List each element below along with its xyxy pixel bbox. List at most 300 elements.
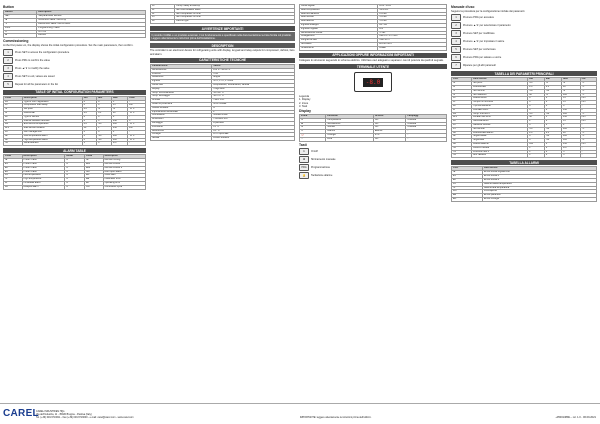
terminal-key-description: Sbrinamento manuale [311,157,336,161]
spec-continued-cell: max 10 m [378,39,447,43]
icons-cell: richiesta [406,122,447,126]
spec-cell: Grado di protezione [151,103,212,107]
alarm-cell: E1 [4,163,23,167]
initial-config-cell: - [128,115,146,119]
manual-intro: Seguire la procedura per la configurazione iniziale dei parametri. [451,10,526,13]
main-params-cell: 4.0 [528,82,545,86]
alarm-cell: A [65,174,85,178]
spec-continued-cell: DO1...DO4 [378,5,447,9]
alarm-it-cell: Porta aperta [482,190,596,194]
alarm-cell: dF [85,159,104,163]
spec-continued-cell: cavi 0.5...2.5 mm² [378,35,447,39]
display-value: -8.0 [363,78,383,87]
main-params-cell: dP1 [452,116,472,120]
initial-config-header-cell: Min [97,96,112,100]
initial-config-cell: AH [4,138,23,142]
applications-title: APPLICAZIONI OPPURE INFORMAZIONI IMPORTANTI [299,53,447,58]
commissioning-text: At the first power-on, the display shows the initial configuration procedure. Set the main parameters, then confirm. [3,44,134,48]
icons-cell: ON [373,137,406,141]
alarm-header-cell: Description [22,155,65,159]
manual-step-key: 1 [451,14,461,21]
initial-config-cell: 4.0 [82,123,96,127]
main-params-cell: rd [452,86,472,90]
initial-config-cell: 240 [111,119,127,123]
spec-cell: 2 [212,110,295,114]
spec-continued-cell: Relè compressore [300,8,378,12]
commissioning-step-description: Press SET to access the configuration procedure [15,50,70,54]
footer-address-line-2: Via dell'Industria, 11 - 35020 Brugine - Padova (Italy) [36,413,92,416]
main-params-cell: - [580,105,596,109]
footer-address-line-1: CAREL INDUSTRIES HQs [36,410,65,413]
main-params-cell: 0.1 [544,131,561,135]
spec-cell: Precisione [151,125,212,129]
main-params-row [452,154,597,158]
alarm-cell: A [65,170,85,174]
main-params-cell: 4.0 [528,112,545,116]
warning-text: Il prodotto CAREL è un prodotto avanzato, il cui funzionamento è specificato nella documentazione tecnica fornita col prodotto. Leggere attentamente le istruzioni prima dell'installazione. [150,32,295,41]
spec-continued-cell: Alimentazione sonde [300,31,378,35]
specs-header-value: Valore [212,64,295,68]
initial-config-row [4,142,146,146]
spec-continued-cell: 5 A res. [378,20,447,24]
specs-continued-table [299,4,447,51]
main-params-cell: 200 [562,93,581,97]
icons-cell: Luce [326,137,374,141]
initial-config-cell: 0 [97,142,112,146]
initial-config-cell: PA [4,100,23,104]
alarm-cell: dA [4,185,23,189]
alarm-cell: Parameter error [103,178,145,182]
column-1 [3,4,146,402]
manual-step-key: 2 [451,22,461,29]
main-params-cell: r2 [452,93,472,97]
alarm-cell: EF [85,182,104,186]
spec-continued-cell: 8 A res. [378,12,447,16]
icons-cell: ⚙ [300,126,326,130]
icons-cell: Compressore [326,118,374,122]
main-params-cell: -50 [544,135,561,139]
initial-config-cell: °C/°F [128,112,146,116]
manual-step-description: Premere SET per modificare [463,32,495,36]
main-params-cell: - [580,150,596,154]
document-code: +0500138ML - rel. 1.0 - 06.09.2021 [555,416,596,419]
spec-cell: Temp. stoccaggio [151,95,212,99]
icons-header-cell: Icona [300,114,326,118]
main-params-cell: Tempo min tra avvii [472,101,528,105]
initial-config-header-cell: Def [82,96,96,100]
alarm-cell: ccb [85,185,104,189]
spec-cell: 0.1 °C [212,129,295,133]
manual-step-item [451,54,597,61]
alarm-cell: Defrost timeout [103,163,145,167]
spec-cell: Seriale [151,137,212,141]
main-params-cell: F0 [452,124,472,128]
initial-config-cell: r1 [97,108,112,112]
description-title: DESCRIPTION [150,43,295,48]
initial-config-cell: - [128,100,146,104]
main-params-cell: h [580,108,596,112]
main-params-cell: 240 [562,108,581,112]
parameters-excerpt-table [150,4,295,24]
alarm-cell: Defrost timeout 2 [103,166,145,170]
spec-continued-cell: Ingresso digitale [300,27,378,31]
alarm-it-cell: Errore orologio [482,197,596,201]
buttons-table [3,10,146,38]
commissioning-step-key: 4 [3,73,13,80]
initial-config-header-cell: Description [22,96,82,100]
param-excerpt-cell: c0 [151,5,175,9]
main-params-cell: 1 [528,146,545,150]
icons-cell: Ventole [326,126,374,130]
initial-config-cell: Compressor start delay [22,104,82,108]
main-params-cell: 0 [528,105,545,109]
keys-title: Tasti [299,142,307,147]
alarm-cell: Probe 1 fault [22,159,65,163]
main-params-cell: 1 [544,116,561,120]
manual-step-description: Premere PRG per accedere [463,16,494,20]
terminal-key-item [299,164,447,171]
main-params-cell: 20 [562,86,581,90]
manual-steps [451,14,597,69]
icons-header-cell: Acceso [373,114,406,118]
commissioning-steps [3,49,146,88]
main-params-cell: 250 [562,143,581,147]
legend-list [299,98,447,108]
main-params-cell: F1 [452,127,472,131]
alarm-it-cell: E1 [452,175,483,179]
alarm-cell: LO [4,174,23,178]
main-params-cell: 0 [544,150,561,154]
main-params-cell: 3 [562,154,581,158]
main-params-cell: °C [580,86,596,90]
initial-config-cell: 200 [111,134,127,138]
initial-config-cell: °C/°F [128,123,146,127]
legend-item: 2. Icone [299,101,309,105]
legend-item: 1. Display [299,98,311,102]
initial-config-cell: -50 [97,134,112,138]
icons-cell: ✱ [300,122,326,126]
initial-config-cell: min [128,127,146,131]
alarm-table [3,154,146,189]
alarm-cell: A [65,159,85,163]
column-4 [451,4,597,402]
spec-continued-cell: Relè ventole [300,16,378,20]
icons-header-cell: Funzione [326,114,374,118]
main-params-cell: dI [452,108,472,112]
initial-config-cell: Set point [22,108,82,112]
initial-config-cell: dP1 [4,127,23,131]
spec-cell: Ingressi [151,80,212,84]
manual-step-item [451,30,597,37]
alarm-cell: A [65,163,85,167]
initial-config-cell: 250 [111,127,127,131]
commissioning-step-item [3,65,146,72]
commissioning-step-description: Press SET to exit, values are saved [15,74,55,78]
alarm-cell: Delayed alarm [22,185,65,189]
spec-cell: compressore, sbrinamento, ventole [212,84,295,88]
icons-cell: - [406,137,447,141]
display-illustration [354,72,392,92]
main-params-cell: H2 [452,154,472,158]
alarm-cell: Ed1 [85,163,104,167]
initial-config-cell: End defrost temperature [22,123,82,127]
main-params-cell: Differenziale allarmi [472,131,528,135]
initial-config-cell: St [4,108,23,112]
main-params-header-cell: UM [580,78,596,82]
main-params-cell: A0 [452,131,472,135]
initial-config-cell: Differential [22,112,82,116]
main-params-cell: c1 [452,101,472,105]
warning-title: AVVERTENZE IMPORTANTI [150,26,295,31]
button-description: Increment value / scroll up [37,18,146,22]
button-symbol: PRG [4,26,37,30]
commissioning-step-key: 5 [3,81,13,88]
icons-header-cell: Lampegg. [406,114,447,118]
alarm-it-cell: EE [452,194,483,198]
alarm-cell: Probe 4 fault [22,170,65,174]
main-params-cell: 2.0 [528,86,545,90]
main-params-cell: 0 [544,146,561,150]
manual-step-key: 7 [451,62,461,69]
spec-cell: Umidità [151,99,212,103]
spec-cell: Dimensioni [151,118,212,122]
initial-config-cell: 0 [82,138,96,142]
icons-cell: Allarme [326,130,374,134]
initial-config-cell: 2 [111,131,127,135]
main-params-cell: 0 [544,101,561,105]
main-params-cell: Ad [452,143,472,147]
alarm-cell: A [65,178,85,182]
main-params-cell: 200 [562,135,581,139]
initial-config-cell: d0 [4,115,23,119]
main-params-cell: Durata max sbrin. [472,116,528,120]
buttons-header-key: Button [4,11,37,15]
spec-cell: RTC opzionale [212,133,295,137]
alarm-cell: HI [4,178,23,182]
icons-cell: Orologio [326,134,374,138]
commissioning-step-item [3,57,146,64]
specs-table [150,64,295,141]
button-symbol: ⏻ [4,30,37,34]
button-description: Decrement value / scroll down [37,22,146,26]
applications-text: Collegare lo strumento seguendo lo schema elettrico. Utilizzare cavi adeguati e separare i cavi di potenza da quelli di segnale. [299,58,444,62]
alarm-it-cell: Errore sonda 1 [482,175,596,179]
main-params-cell: - [580,146,596,150]
initial-config-cell: 0 [97,104,112,108]
spec-cell: NTC, PTC, PT1000 [212,80,295,84]
initial-config-cell: Type of unit / application [22,100,82,104]
main-params-header-cell: Cod. [452,78,472,82]
initial-config-cell: Low temperature alarm [22,134,82,138]
main-params-cell: min [580,97,596,101]
alarm-cell: dOr [85,170,104,174]
initial-config-cell: 0 [82,115,96,119]
initial-config-cell: 0 [97,100,112,104]
main-params-cell: r1 [452,89,472,93]
main-params-cell: 247 [562,146,581,150]
main-params-cell: 2 [562,124,581,128]
main-params-cell: r1 [544,93,561,97]
alarm-it-cell: Allarme bassa temperatura [482,182,596,186]
main-params-cell: °C [580,93,596,97]
main-params-cell: °C [580,82,596,86]
main-params-cell: Indirizzo seriale [472,146,528,150]
commissioning-step-item [3,81,146,88]
main-params-title: TABELLA DEI PARAMETRI PRINCIPALI [451,71,597,76]
main-params-cell: 0 [528,139,545,143]
initial-config-header-cell: Max [111,96,127,100]
initial-config-cell: min [128,104,146,108]
alarm-row [4,185,146,189]
initial-config-cell: 1 [111,100,127,104]
alarm-cell: High temperature [22,178,65,182]
initial-config-cell: 8 [82,119,96,123]
main-params-cell: -50 [544,139,561,143]
initial-config-cell: 1 [82,142,96,146]
main-params-cell: Differenziale [472,86,528,90]
manual-step-key: 3 [451,30,461,37]
manual-step-description: Premere ▲/▼ per selezionare il parametro [463,24,511,28]
manual-step-description: Premere PRG per salvare e uscire [463,56,502,60]
buttons-row [4,34,146,38]
alarm-cell: Operating error [103,182,145,186]
spec-cell: Alimentazione [151,68,212,72]
spec-cell: a pannello [212,122,295,126]
initial-config-cell: 200 [111,138,127,142]
main-params-cell: H0 [452,146,472,150]
initial-config-cell: High temperature alarm [22,138,82,142]
main-params-cell: H1 [452,150,472,154]
specs-title: CARATTERISTICHE TECNICHE [150,58,295,63]
terminal-key-key: ✱ [299,156,309,163]
main-params-cell: 1 [528,154,545,158]
main-params-cell: 200 [562,127,581,131]
icons-cell: Sbrinamento [326,122,374,126]
initial-config-table [3,96,146,146]
icons-row [300,137,447,141]
initial-config-cell: h [128,119,146,123]
main-params-cell: Gestione ventole [472,124,528,128]
main-params-cell: 8 [528,108,545,112]
main-params-cell: min [580,143,596,147]
main-params-cell: °C [580,127,596,131]
main-params-cell: °C [580,139,596,143]
icons-cell: - [406,130,447,134]
spec-cell: 230 V~ 50/60 Hz [212,68,295,72]
main-params-table [451,77,597,158]
alarm-it-cell: dOr [452,190,483,194]
buttons-header-desc: Description [37,11,146,15]
main-params-cell: - [580,124,596,128]
alarm-cell: EE [85,178,104,182]
main-params-cell: 0 [528,135,545,139]
spec-cell: 3 digit LED [212,87,295,91]
alarm-table-title: ALARM TABLE [3,148,146,153]
main-params-cell: - [580,154,596,158]
main-params-cell: Set ventole [472,127,528,131]
spec-cell: Display [151,87,212,91]
button-symbol: ▲ [4,18,37,22]
spec-cell: Inquinamento ambientale [151,110,212,114]
spec-continued-cell: Relè allarme [300,20,378,24]
column-2 [150,4,295,402]
icons-title: Display [299,108,312,113]
spec-cell: morsetti a vite [212,114,295,118]
initial-config-cell: r2 [111,108,127,112]
main-params-cell: 0 [544,120,561,124]
initial-config-cell: °C/°F [128,108,146,112]
icons-cell: - [406,134,447,138]
button-symbol: SET [4,14,37,18]
alarm-it-cell: rE [452,171,483,175]
initial-config-cell: - [128,131,146,135]
alarm-it-header-cell: Descrizione [482,167,596,171]
spec-cell: 75x33x80 mm [212,118,295,122]
main-params-header-cell: Def [528,78,545,82]
main-params-cell: St [452,82,472,86]
initial-config-cell: 0 [82,100,96,104]
main-params-cell: °C [580,131,596,135]
spec-cell: Classe software [151,106,212,110]
spec-continued-cell: 16 A res. [378,8,447,12]
alarm-cell: Etc [85,174,104,178]
icons-cell: richiesta [406,118,447,122]
initial-config-cell: 0 [97,131,112,135]
main-params-cell: min [580,120,596,124]
alarm-header-cell: Description [103,155,145,159]
spec-cell: Potenza [151,72,212,76]
initial-config-cell: -50 [97,123,112,127]
buttons-title: Button [3,5,14,9]
main-params-cell: r1 [544,82,561,86]
param-excerpt-cell: Min compressor on time [175,16,295,20]
param-excerpt-row [151,20,295,24]
main-params-cell: r2 [562,82,581,86]
main-params-cell: AL [452,135,472,139]
spec-cell: RS485 Modbus [212,137,295,141]
commissioning-step-key: 2 [3,57,13,64]
icons-cell: ⏰ [300,134,326,138]
alarm-it-cell: HI [452,186,483,190]
terminal-key-key: ⏻ [299,148,309,155]
terminal-title: TERMINALE UTENTE [299,64,447,69]
main-params-cell: -50 [544,89,561,93]
button-symbol: ✱ [4,34,37,38]
commissioning-step-description: Press PRG to confirm the value [15,58,51,62]
spec-continued-cell: Normative [300,42,378,46]
icons-cell: ON [373,122,406,126]
main-params-cell: -50 [544,112,561,116]
main-params-cell: °C [580,112,596,116]
alarm-cell: A [65,182,85,186]
main-params-cell: Soglia bassa [472,135,528,139]
spec-continued-cell: DI1 [378,27,447,31]
icons-cell: ❄ [300,118,326,122]
spec-continued-row [300,46,447,50]
manual-step-item [451,14,597,21]
manual-step-key: 4 [451,38,461,45]
spec-cell: Uscite relè [151,84,212,88]
spec-cell: Orologio [151,133,212,137]
commissioning-step-key: 3 [3,65,13,72]
alarm-header-cell: Reset [65,155,85,159]
manual-step-description: Premere ▲/▼ per impostare il valore [463,40,505,44]
terminal-key-item [299,172,447,179]
keys-list [299,148,447,179]
initial-config-header-cell: UOM [128,96,146,100]
spec-cell: Connessioni [151,114,212,118]
alarm-cell: rE [4,159,23,163]
